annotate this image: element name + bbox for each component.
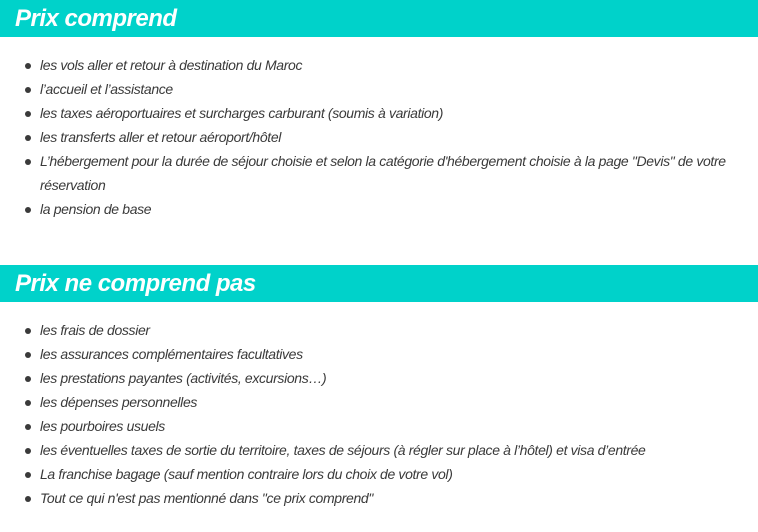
list-item: l’accueil et l’assistance <box>0 77 758 101</box>
list-item: La franchise bagage (sauf mention contraire lors du choix de votre vol) <box>0 462 758 486</box>
section-title: Prix comprend <box>15 4 177 32</box>
list-item: les prestations payantes (activités, excursions…) <box>0 366 758 390</box>
list-item: les frais de dossier <box>0 318 758 342</box>
list-item: les dépenses personnelles <box>0 390 758 414</box>
list-item: les pourboires usuels <box>0 414 758 438</box>
list-item: les assurances complémentaires facultatives <box>0 342 758 366</box>
list-item: les taxes aéroportuaires et surcharges carburant (soumis à variation) <box>0 101 758 125</box>
section-header <box>0 0 758 37</box>
list-item: la pension de base <box>0 197 758 221</box>
price-excludes-section <box>0 265 758 510</box>
list-item: L’hébergement pour la durée de séjour choisie et selon la catégorie d'hébergement choisie à la page "Devis" de votre réservation <box>0 149 758 197</box>
included-list <box>0 53 758 221</box>
list-item: les vols aller et retour à destination du Maroc <box>0 53 758 77</box>
section-title: Prix ne comprend pas <box>15 269 256 297</box>
list-item: les transferts aller et retour aéroport/hôtel <box>0 125 758 149</box>
price-includes-section <box>0 0 758 221</box>
list-item: Tout ce qui n'est pas mentionné dans "ce prix comprend" <box>0 486 758 510</box>
section-header <box>0 265 758 302</box>
list-item: les éventuelles taxes de sortie du territoire, taxes de séjours (à régler sur place à l’hôtel) et visa d’entrée <box>0 438 758 462</box>
excluded-list <box>0 318 758 510</box>
